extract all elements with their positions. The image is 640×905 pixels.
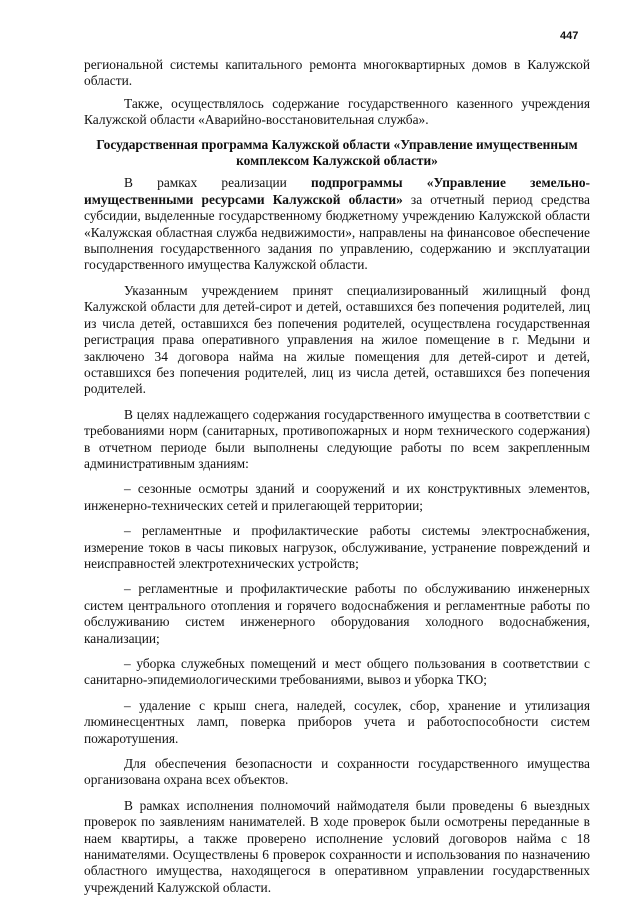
- paragraph-housing-fund: Указанным учреждением принят специализированный жилищный фонд Калужской области для детей-сирот и детей, оставшихся без попечения родителей, лиц из числа детей, оставшихся без попечения родителей, осуществлена государственная регистрация права оперативного управления на жилое помещение в г. Медыни и заключено 34 договора найма на жилые помещения для детей-сирот и детей, оставшихся без попечения родителей, лиц из числа детей, оставшихся без попечения родителей.: [84, 282, 590, 397]
- subprogram-text: за отчетный период средства субсидии, выделенные государственному бюджетному учреждению Калужской области «Калужская областная служба недвижимости», направлены на финансовое обеспечение выполнения государственного задания по управлению, содержанию и эксплуатации государственного имущества Калужской области.: [84, 191, 590, 273]
- paragraph-continuation: региональной системы капитального ремонта многоквартирных домов в Калужской области.: [84, 57, 590, 89]
- paragraph-emergency-service: Также, осуществлялось содержание государственного казенного учреждения Калужской области «Аварийно-восстановительная служба».: [84, 95, 590, 128]
- paragraph-security: Для обеспечения безопасности и сохранности государственного имущества организована охрана всех объектов.: [84, 756, 590, 788]
- list-item-electrical: – регламентные и профилактические работы системы электроснабжения, измерение токов в часы пиковых нагрузок, обслуживание, устранение повреждений и неисправностей электротехнических устройств;: [84, 523, 590, 571]
- list-item-roof-snow: – удаление с крыш снега, наледей, сосулек, сбор, хранение и утилизация люминесцентных ламп, поверка приборов учета и работоспособности систем пожаротушения.: [84, 697, 590, 746]
- document-body: [84, 57, 590, 896]
- paragraph-subprogram: [84, 175, 590, 273]
- section-heading: Государственная программа Калужской области «Управление имущественным комплексом Калужской области»: [96, 136, 578, 169]
- subprogram-intro: В рамках реализации: [124, 175, 312, 191]
- list-item-inspections: – сезонные осмотры зданий и сооружений и их конструктивных элементов, инженерно-технических сетей и прилегающей территории;: [84, 481, 590, 513]
- list-item-cleaning: – уборка служебных помещений и мест общего пользования в соответствии с санитарно-эпидемиологическими требованиями, вывоз и уборка ТКО;: [84, 656, 590, 688]
- subprogram-title: подпрограммы «Управление земельно-имущественными ресурсами Калужской области»: [84, 175, 590, 207]
- paragraph-landlord-checks: В рамках исполнения полномочий наймодателя были проведены 6 выездных проверок по заявлениям нанимателей. В ходе проверок были осмотрены переданные в наем квартиры, а также проверено исполнение условий договоров найма с 18 нанимателями. Осуществлены 6 проверок сохранности и использования по назначению областного имущества, находящегося в оперативном управлении государственных учреждений Калужской области.: [84, 797, 590, 895]
- list-item-heating-water: – регламентные и профилактические работы по обслуживанию инженерных систем центрального отопления и горячего водоснабжения и регламентные работы по обслуживанию систем инженерного оборудования холодного водоснабжения, канализации;: [84, 581, 590, 646]
- paragraph-maintenance: В целях надлежащего содержания государственного имущества в соответствии с требованиями норм (санитарных, противопожарных и норм технического содержания) в отчетном периоде были выполнены следующие работы по всем закрепленным административным зданиям:: [84, 406, 590, 471]
- page-number: 447: [560, 30, 579, 42]
